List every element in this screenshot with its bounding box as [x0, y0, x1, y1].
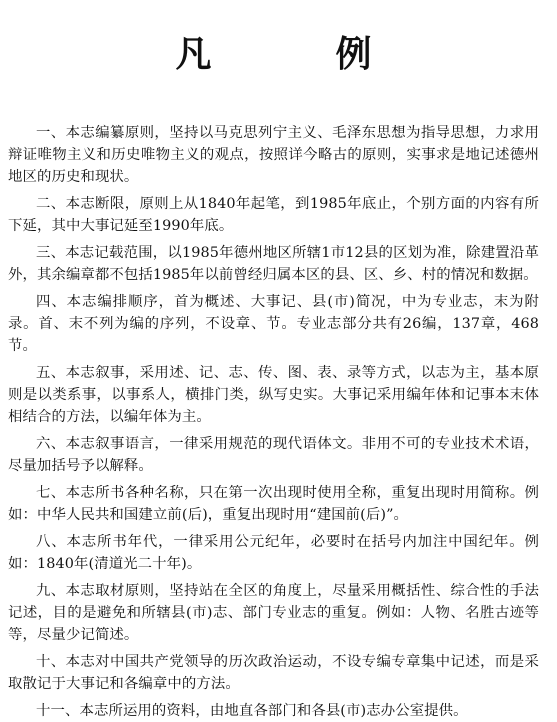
paragraph-4: 四、本志编排顺序，首为概述、大事记、县(市)简况，中为专业志，末为附录。首、末不列为编的序列，不设章、节。专业志部分共有26编，137章，468节。 — [8, 294, 539, 354]
paragraph-3: 三、本志记载范围，以1985年德州地区所辖1市12县的区划为准，除建置沿革外，其余编章都不包括1985年以前曾经归属本区的县、区、乡、村的情况和数据。 — [8, 245, 539, 283]
paragraph-11: 十一、本志所运用的资料，由地直各部门和各县(市)志办公室提供。 — [36, 703, 468, 719]
paragraph-1: 一、本志编纂原则，坚持以马克思列宁主义、毛泽东思想为指导思想，力求用辩证唯物主义和历史唯物主义的观点，按照详今略古的原则，实事求是地记述德州地区的历史和现状。 — [8, 125, 539, 185]
page-title: 凡 例 — [175, 33, 416, 75]
paragraph-5: 五、本志叙事，采用述、记、志、传、图、表、录等方式，以志为主，基本原则是以类系事，以事系人，横排门类，纵写史实。大事记采用编年体和记事本末体相结合的方法，以编年体为主。 — [8, 365, 539, 425]
paragraph-9: 九、本志取材原则，坚持站在全区的角度上，尽量采用概括性、综合性的手法记述，目的是避免和所辖县(市)志、部门专业志的重复。例如：人物、名胜古迹等等，尽量少记简述。 — [8, 583, 539, 643]
paragraph-2: 二、本志断限，原则上从1840年起笔，到1985年底止，个别方面的内容有所下延，其中大事记延至1990年底。 — [8, 196, 539, 234]
document-body — [8, 122, 539, 722]
paragraph-8: 八、本志所书年代，一律采用公元纪年，必要时在括号内加注中国纪年。例如：1840年(清道光二十年)。 — [8, 534, 539, 572]
paragraph-7: 七、本志所书各种名称，只在第一次出现时使用全称，重复出现时用简称。例如：中华人民共和国建立前(后)，重复出现时用“建国前(后)”。 — [8, 485, 539, 523]
paragraph-6: 六、本志叙事语言，一律采用规范的现代语体文。非用不可的专业技术术语，尽量加括号予以解释。 — [8, 436, 539, 474]
paragraph-10: 十、本志对中国共产党领导的历次政治运动，不设专编专章集中记述，而是采取散记于大事记和各编章中的方法。 — [8, 654, 539, 692]
